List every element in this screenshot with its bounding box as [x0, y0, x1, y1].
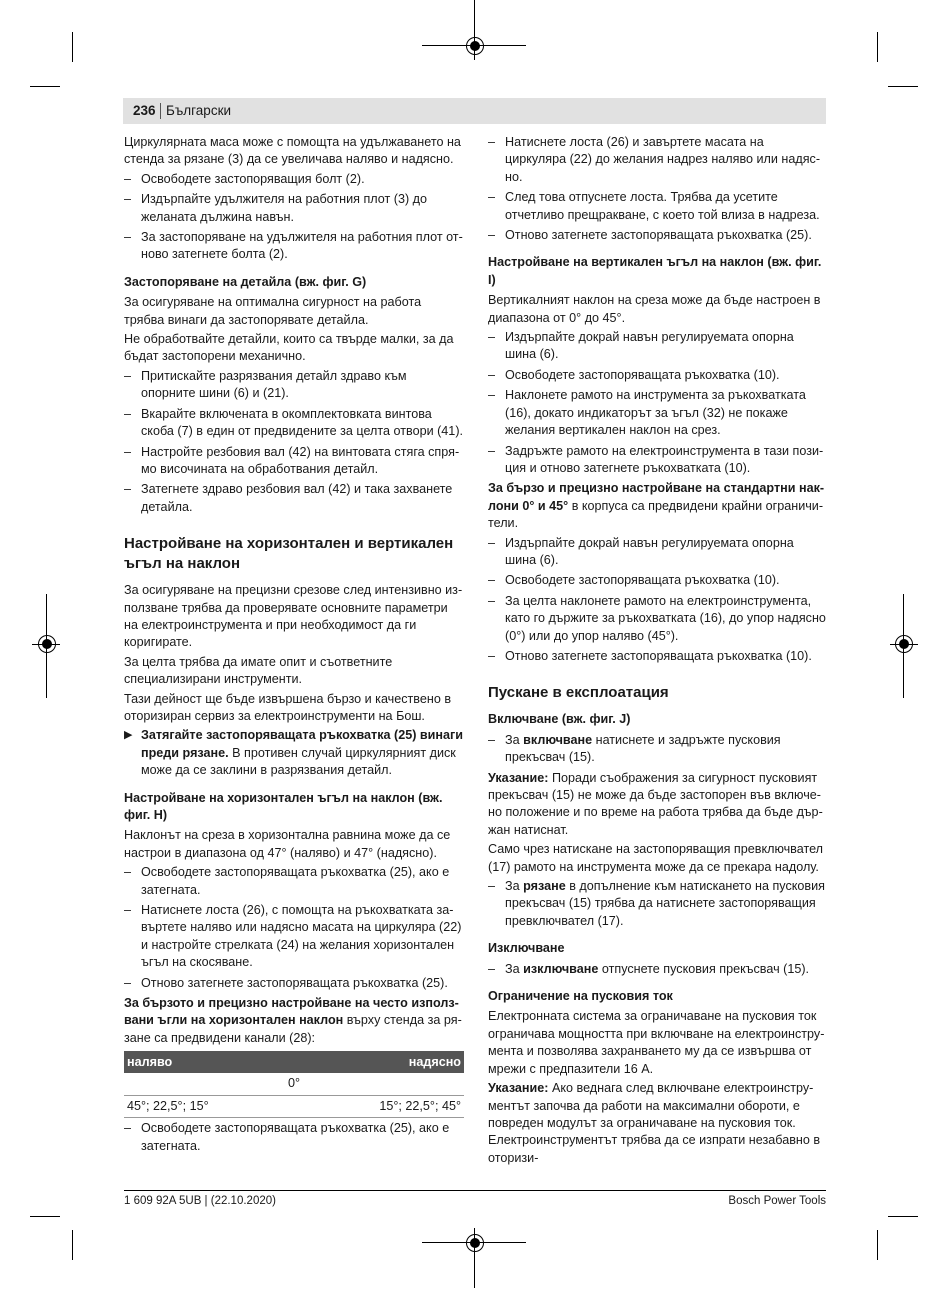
list-item: – Настройте резбовия вал (42) на винтовата стяга спрямо височината на обработвания детайл. — [124, 444, 464, 479]
list-item: – За целта наклонете рамото на електроинструмента, като го държите за ръкохватката (16), до упор надясно (0°) или до упор наляво (45°). — [488, 593, 828, 645]
bold-word: рязане — [523, 879, 566, 894]
registration-mark-icon — [895, 635, 913, 653]
page-language: Български — [166, 103, 232, 118]
crop-mark — [72, 1230, 73, 1260]
right-column — [488, 134, 828, 1169]
table-row — [124, 1073, 464, 1095]
crop-mark — [30, 86, 60, 87]
list-item: – След това отпуснете лоста. Трябва да усетите отчетливо прещракване, с което той влиза в надреза. — [488, 189, 828, 224]
text: За — [505, 961, 524, 976]
header-divider — [160, 103, 161, 119]
list-item: – За застопоряване на удължителя на работния плот отново затегнете болта (2). — [124, 229, 464, 264]
paragraph: За осигуряване на оптимална сигурност на работа трябва винаги да застопорявате детайла. — [124, 295, 422, 327]
text: в корпуса са предвидени крайни ограничители. — [488, 498, 824, 531]
warning-text: В противен случай циркулярният диск може да се заклини в разрязвания детайл. — [141, 745, 456, 778]
list-item: – Натиснете лоста (26), с помощта на ръкохватката завъртете наляво или надясно масата на циркуляра (22) и настройте стрелката (24) на желания хоризонтален ъгъл на скосяване. — [124, 902, 464, 972]
text: отпуснете пусковия прекъсвач (15). — [598, 961, 810, 976]
page-number: 236 — [133, 103, 156, 118]
list-item — [488, 961, 828, 978]
text: За — [505, 879, 524, 894]
paragraph: Наклонът на среза в хоризонтална равнина може да се настрои в диапазона од 47° (наляво) и 47° (надясно). — [124, 828, 451, 860]
crop-mark — [888, 86, 918, 87]
note-text: Ако веднага след включване електроинструментът започва да работи на максимални обороти, е повреден модулът за ограничаване на пусковия ток. Електроинструментът трябва да се изпрати незабавно в оторизи- — [488, 1081, 821, 1165]
paragraph: Циркулярната маса може с помощта на удължаването на стенда за рязане (3) да се увеличава наляво и надясно. — [124, 135, 461, 167]
paragraph: За целта трябва да имате опит и съответните специализирани инструменти. — [124, 654, 393, 687]
note-text: Поради съображения за сигурност пусковият прекъсвач (15) не може да бъде застопорен във включено положение и по време на работа трябва да бъде държан натиснат. — [488, 770, 823, 837]
text: върху стенда за рязане са предвидени канали (28): — [124, 1013, 462, 1045]
chapter-heading: Настройване на хоризонтален и вертикален ъгъл на наклон — [124, 535, 454, 573]
list-item: – Задръжте рамото на електроинструмента в тази позиция и отново затегнете ръкохватката (10). — [488, 443, 828, 478]
list-item: – Отново затегнете застопоряващата ръкохватка (25). — [488, 227, 828, 244]
table-header-right: надясно — [294, 1051, 464, 1073]
list-item: – Издърпайте докрай навън регулируемата опорна шина (6). — [488, 535, 828, 570]
list-item: – Притискайте разрязвания детайл здраво към опорните шини (6) и (21). — [124, 368, 464, 403]
text: За — [505, 732, 524, 747]
table-cell: 15°; 22,5°; 45° — [294, 1095, 464, 1117]
table-header-left: наляво — [124, 1051, 294, 1073]
crop-mark — [30, 1216, 60, 1217]
crop-mark — [877, 32, 878, 62]
paragraph: Тази дейност ще бъде извършена бързо и качествено в оторизиран сервиз за електроинструменти на Бош. — [124, 691, 452, 723]
list-item: – Наклонете рамото на инструмента за ръкохватката (16), докато индикаторът за ъгъл (32) не покаже желания вертикален наклон на срез. — [488, 387, 828, 439]
paragraph: Електронната система за ограничаване на пусковия ток ограничава мощността при включване на електроинструмента и позволява захранването му да се извършва от мрежи с предпазители 16 A. — [488, 1009, 825, 1076]
note — [488, 1080, 828, 1167]
text: в допълнение към натискането на пусковия прекъсвач (15) трябва да натиснете застопоряващия превключвател (17). — [505, 879, 825, 928]
chapter-heading: Пускане в експлоатация — [488, 684, 669, 702]
list-item: – Освободете застопоряващата ръкохватка (10). — [488, 367, 828, 384]
crop-mark — [888, 1216, 918, 1217]
document-code: 1 609 92A 5UB | (22.10.2020) — [124, 1195, 276, 1207]
list-item: – Освободете застопоряващата ръкохватка (25), ако е затегната. — [124, 1120, 464, 1155]
list-item: – Освободете застопоряващата ръкохватка (25), ако е затегната. — [124, 864, 464, 899]
table-cell: 45°; 22,5°; 15° — [124, 1095, 294, 1117]
list-item: – Издърпайте докрай навън регулируемата опорна шина (6). — [488, 329, 828, 364]
warning-bold: Затягайте застопоряващата ръкохватка (25) винаги преди рязане. — [141, 728, 464, 760]
crop-mark — [877, 1230, 878, 1260]
angle-table — [124, 1051, 464, 1118]
section-heading: Ограничение на пусковия ток — [488, 989, 673, 1004]
list-item: – Освободете застопоряващата ръкохватка (10). — [488, 572, 828, 589]
brand-name: Bosch Power Tools — [728, 1195, 826, 1207]
page-header — [123, 98, 826, 124]
paragraph: Вертикалният наклон на среза може да бъде настроен в диапазона от 0° до 45°. — [488, 293, 821, 325]
section-heading: Изключване — [488, 941, 565, 956]
list-item: – Отново затегнете застопоряващата ръкохватка (10). — [488, 648, 828, 665]
list-item: – Издърпайте удължителя на работния плот (3) до желаната дължина навън. — [124, 191, 464, 226]
section-heading: Настройване на хоризонтален ъгъл на наклон (вж. фиг. H) — [124, 790, 443, 822]
paragraph: Не обработвайте детайли, които са твърде малки, за да бъдат застопорени механично. — [124, 332, 454, 364]
registration-mark-icon — [466, 1234, 484, 1252]
page-footer — [124, 1190, 826, 1211]
warning-item — [124, 727, 464, 779]
section-heading: Застопоряване на детайла (вж. фиг. G) — [124, 274, 367, 289]
list-item: – Вкарайте включената в окомплектовката винтова скоба (7) в един от предвидените за целта отвори (41). — [124, 406, 464, 441]
paragraph: За осигуряване на прецизни срезове след интензивно използване трябва да проверявате основните параметри на електроинструмента и при необходимост да ги коригирате. — [124, 583, 463, 650]
section-heading: Включване (вж. фиг. J) — [488, 712, 631, 727]
text: натиснете и задръжте пусковия прекъсвач (15). — [505, 732, 781, 765]
list-item: – Освободете застопоряващия болт (2). — [124, 171, 464, 188]
bold-lead: За бързо и прецизно настройване на стандартни наклони 0° и 45° — [488, 481, 825, 513]
list-item — [488, 732, 828, 767]
registration-mark-icon — [38, 635, 56, 653]
list-item: – Отново затегнете застопоряващата ръкохватка (25). — [124, 975, 464, 992]
crop-mark — [72, 32, 73, 62]
registration-mark-icon — [466, 37, 484, 55]
paragraph: Само чрез натискане на застопоряващия превключвател (17) рамото на инструмента може да се прекара надолу. — [488, 842, 824, 874]
list-item: – Затегнете здраво резбовия вал (42) и така захванете детайла. — [124, 481, 464, 516]
bold-word: изключване — [523, 961, 599, 976]
list-item: – Натиснете лоста (26) и завъртете масата на циркуляра (22) до желания надрез наляво или надясно. — [488, 134, 828, 186]
table-cell: 0° — [124, 1073, 464, 1095]
list-item — [488, 878, 828, 930]
section-heading: Настройване на вертикален ъгъл на наклон (вж. фиг. I) — [488, 255, 822, 287]
paragraph — [488, 480, 828, 532]
note-label: Указание: — [488, 1081, 549, 1096]
table-row — [124, 1095, 464, 1117]
bold-lead: За бързото и прецизно настройване на често използвани ъгли на хоризонтален наклон — [124, 996, 459, 1028]
left-column — [124, 134, 464, 1158]
note-label: Указание: — [488, 770, 549, 785]
paragraph — [124, 995, 464, 1047]
bold-word: включване — [523, 732, 593, 747]
note — [488, 770, 828, 840]
